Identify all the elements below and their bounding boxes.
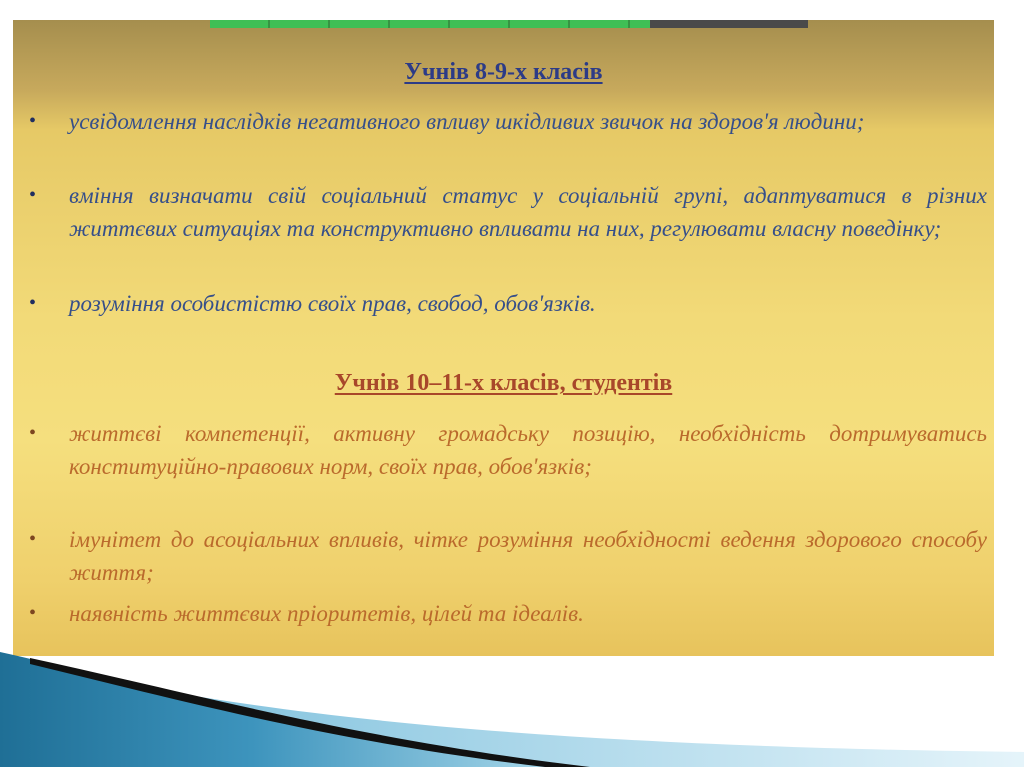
list-item-text: імунітет до асоціальних впливів, чітке розуміння необхідності ведення здорового способу життя;	[69, 527, 987, 585]
list-item-text: наявність життєвих пріоритетів, цілей та ідеалів.	[69, 601, 584, 626]
bullet-icon: •	[29, 184, 37, 206]
list-item	[29, 179, 987, 245]
list-item	[29, 105, 987, 138]
list-item	[29, 597, 987, 630]
list-item-text: усвідомлення наслідків негативного впливу шкідливих звичок на здоров'я людини;	[69, 109, 865, 134]
top-bar-dark-segment	[650, 20, 808, 28]
list-item-text: вміння визначати свій соціальний статус у соціальній групі, адаптуватися в різних життєвих ситуаціях та конструктивно впливати на них, регулювати власну поведінку;	[69, 183, 987, 241]
section-heading-grades-8-9: Учнів 8-9-х класів	[404, 59, 603, 85]
section-heading-grades-10-11: Учнів 10–11-х класів, студентів	[334, 370, 673, 396]
bullet-icon: •	[29, 292, 37, 314]
list-item	[29, 417, 987, 483]
bullet-icon: •	[29, 602, 37, 624]
list-item	[29, 523, 987, 589]
list-item-text: розуміння особистістю своїх прав, свобод, обов'язків.	[69, 291, 596, 316]
list-item	[29, 287, 987, 320]
bottom-swoosh-decoration	[0, 640, 1024, 767]
bullet-icon: •	[29, 110, 37, 132]
bullet-icon: •	[29, 422, 37, 444]
bullet-icon: •	[29, 528, 37, 550]
list-item-text: життєві компетенції, активну громадську позицію, необхідність дотримуватись конституційно-правових норм, своїх прав, обов'язків;	[69, 421, 987, 479]
slide-content	[13, 20, 994, 656]
